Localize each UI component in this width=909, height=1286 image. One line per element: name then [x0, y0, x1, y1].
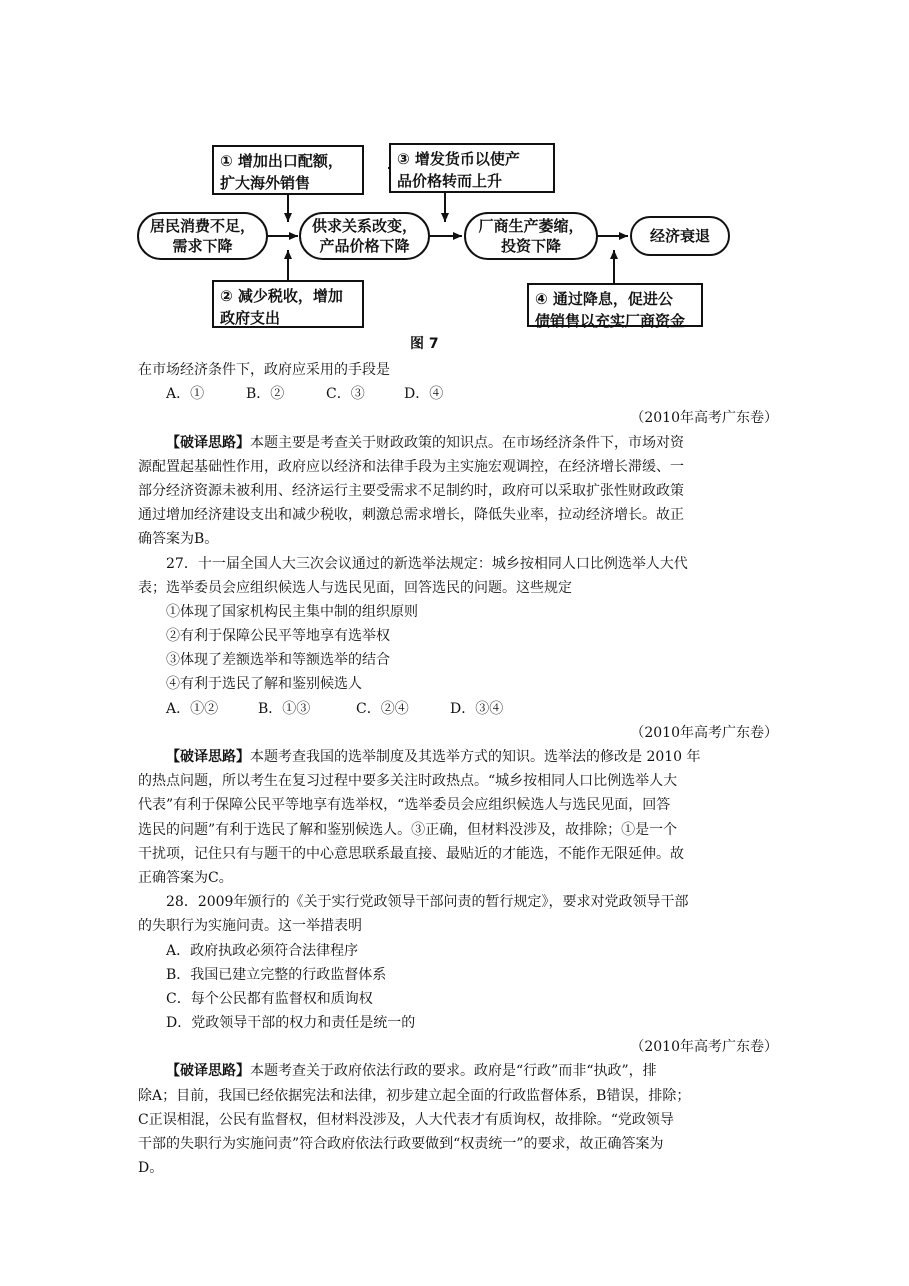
q27-statement: ①体现了国家机构民主集中制的组织原则 [166, 603, 418, 620]
option-c: C．②④ [356, 700, 409, 717]
option-d: D．④ [404, 386, 444, 403]
q26-analysis-line: 部分经济资源未被利用、经济运行主要受需求不足制约时，政府可以采取扩张性财政政策 [138, 482, 684, 499]
option-d: D．③④ [450, 700, 504, 717]
node-supply-demand: 供求关系改变， 产品价格下降 [299, 212, 430, 260]
q26-stem: 在市场经济条件下，政府应采用的手段是 [138, 362, 390, 378]
option-c: C．③ [326, 386, 365, 403]
option-a: A．① [166, 386, 205, 403]
analysis-label: 【破译思路】 [166, 434, 250, 451]
q27-analysis-line: 正确答案为C。 [138, 869, 233, 886]
node-producer: 厂商生产萎缩， 投资下降 [464, 212, 598, 260]
option-a: A．①② [166, 700, 219, 717]
q27-analysis-line: 选民的问题”有利于选民了解和鉴别候选人。③正确，但材料没涉及，故排除；①是一个 [138, 821, 678, 838]
q28-analysis-line: 干部的失职行为实施问责”符合政府依法行政要做到“权责统一”的要求，故正确答案为 [138, 1136, 664, 1152]
q26-analysis-line: 通过增加经济建设支出和减少税收，刺激总需求增长，降低失业率，拉动经济增长。故正 [138, 507, 684, 524]
option-b: B．② [246, 386, 285, 403]
q28-analysis-line: 除A；目前，我国已经依据宪法和法律，初步建立起全面的行政监督体系，B错误，排除； [138, 1087, 691, 1104]
node-consumption: 居民消费不足， 需求下降 [137, 212, 268, 260]
q26-analysis-line: 【破译思路】本题主要是考查关于财政政策的知识点。在市场经济条件下，市场对资 [166, 434, 684, 451]
q28-analysis-line: D。 [138, 1160, 164, 1177]
q27-source: （2010年高考广东卷） [630, 724, 778, 741]
q27-options [138, 697, 778, 721]
measure-box-4: ④ 通过降息，促进公 债销售以充实厂商资金 [527, 283, 703, 327]
q27-stem: 27．十一届全国人大三次会议通过的新选举法规定：城乡按相同人口比例选举人大代 [166, 555, 688, 572]
q27-analysis-line: 干扰项，记住只有与题干的中心意思联系最直接、最贴近的才能选，不能作无限延伸。故 [138, 845, 684, 862]
measure-box-2: ② 减少税收，增加 政府支出 [212, 280, 364, 328]
q28-option-b: B．我国已建立完整的行政监督体系 [166, 966, 387, 983]
q28-source: （2010年高考广东卷） [630, 1039, 778, 1056]
option-b: B．①③ [258, 700, 311, 717]
q27-stem: 表；选举委员会应组织候选人与选民见面，回答选民的问题。这些规定 [138, 579, 572, 596]
analysis-label: 【破译思路】 [166, 749, 250, 765]
body-text [138, 358, 778, 1180]
q27-analysis-line: 代表”有利于保障公民平等地享有选举权，“选举委员会应组织候选人与选民见面，回答 [138, 797, 671, 814]
q28-stem: 的失职行为实施问责。这一举措表明 [138, 918, 362, 935]
q26-analysis-line: 源配置起基础性作用，政府应以经济和法律手段为主实施宏观调控，在经济增长滞缓、一 [138, 458, 684, 475]
q28-analysis-line: 【破译思路】本题考查关于政府依法行政的要求。政府是“行政”而非“执政”，排 [166, 1063, 657, 1080]
analysis-label: 【破译思路】 [166, 1063, 250, 1080]
q26-options [138, 382, 778, 406]
q26-analysis-line: 确答案为B。 [138, 531, 219, 548]
node-recession: 经济衰退 [630, 216, 730, 256]
q27-statement: ④有利于选民了解和鉴别候选人 [166, 676, 362, 693]
q27-analysis-line: 的热点问题，所以考生在复习过程中要多关注时政热点。“城乡按相同人口比例选举人大 [138, 773, 678, 790]
figure-caption: 图 7 [410, 336, 439, 352]
q28-option-c: C．每个公民都有监督权和质询权 [166, 990, 373, 1007]
q28-option-a: A．政府执政必须符合法律程序 [166, 942, 359, 959]
q27-analysis-line: 【破译思路】本题考查我国的选举制度及其选举方式的知识。选举法的修改是 2010 年 [166, 749, 701, 765]
measure-box-1: ① 增加出口配额， 扩大海外销售 [212, 145, 364, 195]
measure-box-3: ③ 增发货币以使产 品价格转而上升 [389, 143, 555, 193]
q26-source: （2010年高考广东卷） [630, 410, 778, 427]
q27-statement: ②有利于保障公民平等地享有选举权 [166, 628, 390, 645]
q27-statement: ③体现了差额选举和等额选举的结合 [166, 652, 390, 669]
q28-option-d: D．党政领导干部的权力和责任是统一的 [166, 1015, 416, 1032]
q28-analysis-line: C正误相混，公民有监督权，但材料没涉及，人大代表才有质询权，故排除。“党政领导 [138, 1111, 674, 1128]
q28-stem: 28．2009年颁行的《关于实行党政领导干部问责的暂行规定》，要求对党政领导干部 [166, 894, 689, 911]
